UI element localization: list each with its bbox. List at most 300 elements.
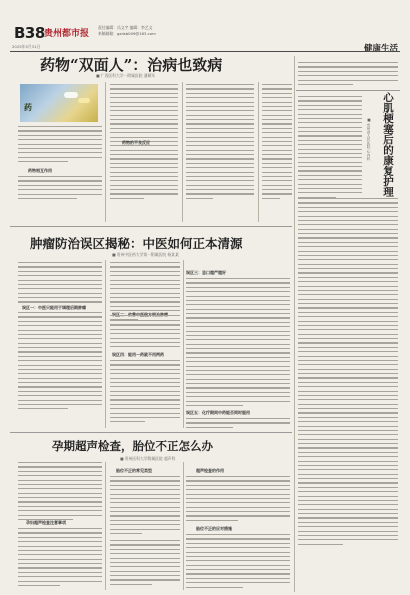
text-line [110, 579, 180, 580]
text-line [186, 123, 254, 124]
middle-subhead-5: 误区五：化疗期间中药能否同时服用 [186, 410, 250, 415]
text-line [186, 396, 290, 397]
text-line [262, 115, 292, 116]
text-line [186, 361, 290, 362]
pill-shape [64, 92, 78, 98]
text-line [186, 405, 243, 406]
bottom-column-3b [186, 534, 290, 591]
text-line [186, 387, 290, 388]
text-line [298, 325, 398, 326]
text-line [110, 329, 180, 330]
text-line [298, 118, 362, 119]
text-line [186, 582, 290, 583]
text-line [110, 553, 180, 554]
text-line [298, 105, 362, 106]
text-line [186, 137, 254, 138]
text-line [298, 294, 398, 295]
text-line [18, 567, 102, 568]
text-line [298, 474, 398, 475]
text-line [186, 132, 254, 133]
text-line [110, 293, 180, 294]
text-line [298, 443, 398, 444]
text-line [262, 163, 292, 164]
text-line [18, 351, 102, 352]
text-line [18, 554, 102, 555]
text-line [18, 135, 102, 136]
text-line [186, 189, 254, 190]
text-line [110, 310, 180, 311]
text-line [262, 84, 292, 85]
text-line [18, 408, 68, 409]
text-line [186, 110, 254, 111]
text-line [18, 126, 102, 127]
bottom-article-headline: 孕期超声检查，胎位不正怎么办 [52, 439, 213, 453]
text-line [110, 97, 178, 98]
text-line [186, 538, 290, 539]
middle-column-1b [18, 312, 102, 413]
text-line [186, 480, 290, 481]
bottom-subhead-2: 超声检查的作用 [196, 468, 224, 473]
text-line [18, 391, 102, 392]
middle-column-2b [110, 320, 180, 351]
medicine-photo [20, 84, 98, 122]
text-line [110, 489, 180, 490]
text-line [186, 560, 290, 561]
text-line [186, 392, 290, 393]
text-line [18, 532, 102, 533]
text-line [186, 370, 290, 371]
text-line [186, 176, 254, 177]
text-line [18, 321, 102, 322]
text-line [298, 122, 362, 123]
text-line [186, 357, 290, 358]
text-line [298, 531, 398, 532]
text-line [110, 413, 180, 414]
text-line [186, 485, 290, 486]
text-line [18, 284, 102, 285]
middle-column-2 [110, 262, 180, 323]
text-line [298, 456, 398, 457]
text-line [262, 180, 292, 181]
text-line [298, 535, 398, 536]
text-line [298, 522, 398, 523]
text-line [18, 546, 102, 547]
text-line [262, 193, 292, 194]
text-line [298, 321, 398, 322]
text-line [18, 386, 102, 387]
text-line [298, 229, 398, 230]
text-line [186, 97, 254, 98]
text-line [18, 462, 102, 463]
text-line [110, 529, 180, 530]
text-line [262, 198, 280, 199]
text-line [298, 299, 398, 300]
text-line [186, 150, 254, 151]
bottom-left-column-2 [18, 528, 102, 589]
text-line [110, 185, 178, 186]
text-line [110, 158, 178, 159]
text-line [186, 198, 213, 199]
text-line [18, 563, 102, 564]
text-line [110, 284, 180, 285]
text-line [298, 382, 398, 383]
text-line [110, 533, 142, 534]
text-line [298, 207, 398, 208]
text-line [110, 404, 180, 405]
top-left-column-2 [18, 176, 102, 202]
text-line [186, 296, 290, 297]
sidebar-column-1 [298, 96, 362, 201]
text-line [110, 498, 180, 499]
text-line [298, 351, 398, 352]
text-line [298, 184, 362, 185]
text-line [186, 422, 290, 423]
text-line [110, 476, 180, 477]
text-line [298, 246, 398, 247]
text-line [110, 421, 145, 422]
text-line [110, 132, 178, 133]
issue-date: 2025年5月31日 [12, 44, 41, 49]
text-line [18, 139, 102, 140]
text-line [298, 491, 398, 492]
text-line [298, 202, 398, 203]
text-line [110, 88, 178, 89]
text-line [186, 569, 290, 570]
text-line [110, 119, 178, 120]
text-line [110, 180, 178, 181]
text-line [110, 364, 180, 365]
text-line [186, 84, 254, 85]
text-line [186, 520, 238, 521]
text-line [18, 198, 77, 199]
text-line [262, 93, 292, 94]
top-subhead-1: 药物的不良反应 [122, 140, 150, 145]
text-line [18, 157, 102, 158]
text-line [186, 185, 254, 186]
text-line [186, 167, 254, 168]
middle-column-1 [18, 262, 102, 306]
text-line [18, 537, 102, 538]
text-line [298, 386, 398, 387]
bottom-left-column [18, 462, 102, 523]
text-line [186, 556, 290, 557]
text-line [298, 500, 398, 501]
text-line [298, 373, 398, 374]
text-line [262, 137, 292, 138]
text-line [298, 482, 398, 483]
text-line [110, 102, 178, 103]
text-line [110, 189, 178, 190]
sidebar-column-2 [298, 198, 398, 548]
text-line [186, 489, 290, 490]
text-line [186, 587, 243, 588]
text-line [18, 497, 102, 498]
text-line [298, 504, 398, 505]
text-line [298, 329, 398, 330]
middle-column-3b [186, 418, 290, 431]
text-line [186, 287, 290, 288]
text-line [298, 75, 398, 76]
text-line [18, 480, 102, 481]
text-line [262, 167, 292, 168]
text-line [18, 373, 102, 374]
text-line [186, 578, 290, 579]
text-line [298, 439, 398, 440]
text-line [186, 141, 254, 142]
text-line [110, 288, 180, 289]
text-line [110, 511, 180, 512]
text-line [186, 313, 290, 314]
text-line [186, 322, 290, 323]
text-line [186, 565, 290, 566]
middle-subhead-3: 误区三：忌口越严越好 [186, 270, 226, 275]
text-line [298, 513, 398, 514]
text-line [18, 189, 102, 190]
text-line [186, 379, 290, 380]
text-line [18, 382, 102, 383]
text-line [298, 268, 398, 269]
text-line [18, 528, 102, 529]
text-line [298, 391, 398, 392]
text-line [18, 356, 102, 357]
text-line [186, 331, 290, 332]
text-line [110, 399, 180, 400]
text-line [186, 88, 254, 89]
text-line [18, 176, 102, 177]
text-line [186, 180, 254, 181]
text-line [298, 188, 362, 189]
text-line [110, 507, 180, 508]
text-line [262, 97, 292, 98]
page-number: B38 [14, 24, 45, 42]
masthead [10, 22, 402, 44]
text-line [18, 297, 102, 298]
text-line [186, 158, 254, 159]
text-line [186, 383, 290, 384]
text-line [110, 395, 180, 396]
text-line [110, 346, 180, 347]
text-line [110, 150, 178, 151]
text-line [186, 552, 290, 553]
text-line [18, 541, 102, 542]
text-line [18, 369, 102, 370]
text-line [298, 114, 362, 115]
text-line [186, 172, 254, 173]
bottom-column-3 [186, 476, 290, 524]
text-line [298, 179, 362, 180]
text-line [298, 434, 398, 435]
text-line [298, 526, 398, 527]
text-line [110, 360, 180, 361]
text-line [298, 487, 398, 488]
text-line [298, 286, 398, 287]
text-line [110, 306, 180, 307]
text-line [262, 141, 292, 142]
pill-shape [78, 98, 90, 103]
text-line [110, 558, 180, 559]
text-line [262, 150, 292, 151]
text-line [298, 347, 398, 348]
text-line [110, 315, 180, 316]
text-line [110, 128, 178, 129]
text-line [186, 93, 254, 94]
left-subhead-1: 药物相互作用 [28, 168, 52, 173]
photo-word: 药 [24, 103, 32, 112]
text-line [110, 373, 180, 374]
text-line [298, 135, 362, 136]
text-line [186, 163, 254, 164]
text-line [110, 320, 180, 321]
text-line [110, 84, 178, 85]
text-line [18, 312, 102, 313]
text-line [18, 194, 102, 195]
text-line [298, 220, 398, 221]
text-line [262, 128, 292, 129]
text-line [298, 478, 398, 479]
text-line [298, 96, 362, 97]
text-line [186, 511, 290, 512]
text-line [186, 366, 290, 367]
text-line [186, 304, 290, 305]
text-line [262, 88, 292, 89]
text-line [186, 119, 254, 120]
text-line [298, 127, 362, 128]
text-line [110, 480, 180, 481]
text-line [186, 502, 290, 503]
text-line [18, 148, 102, 149]
text-line [298, 237, 398, 238]
text-line [18, 581, 102, 582]
text-line [186, 145, 254, 146]
text-line [298, 153, 362, 154]
text-line [298, 211, 398, 212]
text-line [298, 469, 398, 470]
sidebar-intro [298, 62, 398, 88]
text-line [186, 106, 254, 107]
middle-column-2c [110, 360, 180, 426]
text-line [18, 185, 102, 186]
text-line [110, 167, 178, 168]
text-line [298, 170, 362, 171]
text-line [262, 185, 292, 186]
text-line [186, 498, 290, 499]
text-line [262, 145, 292, 146]
text-line [18, 550, 102, 551]
text-line [186, 534, 290, 535]
text-line [18, 347, 102, 348]
text-line [298, 80, 398, 81]
top-left-column [18, 126, 102, 165]
text-line [18, 510, 102, 511]
text-line [298, 334, 398, 335]
text-line [262, 172, 292, 173]
text-line [298, 303, 398, 304]
text-line [110, 549, 180, 550]
middle-column-3 [186, 278, 290, 409]
text-line [298, 316, 398, 317]
text-line [298, 426, 398, 427]
text-line [18, 275, 102, 276]
text-line [18, 475, 102, 476]
text-line [18, 365, 102, 366]
text-line [298, 395, 398, 396]
text-line [298, 109, 362, 110]
text-line [186, 115, 254, 116]
paper-logo: 贵州都市报 [44, 29, 90, 39]
text-line [186, 317, 290, 318]
text-line [18, 144, 102, 145]
text-line [298, 377, 398, 378]
text-line [18, 378, 102, 379]
text-line [18, 152, 102, 153]
text-line [186, 515, 290, 516]
email-line: 来稿邮箱：gzdsb009@163.com [98, 31, 156, 36]
text-line [298, 242, 398, 243]
text-line [110, 193, 178, 194]
text-line [18, 161, 68, 162]
text-line [298, 544, 343, 545]
text-line [18, 471, 102, 472]
text-line [262, 154, 292, 155]
text-line [298, 192, 362, 193]
text-line [186, 291, 290, 292]
text-line [18, 506, 102, 507]
text-line [110, 494, 180, 495]
text-line [298, 259, 398, 260]
text-line [298, 198, 398, 199]
text-line [186, 278, 290, 279]
text-line [298, 149, 362, 150]
text-line [298, 233, 398, 234]
text-line [298, 364, 398, 365]
bottom-column-2b [110, 540, 180, 588]
text-line [298, 66, 398, 67]
text-line [18, 288, 102, 289]
header-rule [10, 51, 400, 52]
text-line [298, 216, 398, 217]
bottom-article-byline: ■ 贵州医科大学附属医院 超声科 [120, 456, 176, 461]
text-line [298, 84, 353, 85]
text-line [18, 559, 102, 560]
text-line [18, 334, 102, 335]
text-line [186, 418, 290, 419]
text-line [298, 71, 398, 72]
text-line [110, 198, 144, 199]
text-line [18, 400, 102, 401]
text-line [186, 401, 290, 402]
text-line [262, 110, 292, 111]
text-line [298, 281, 398, 282]
text-line [110, 163, 178, 164]
text-line [18, 330, 102, 331]
text-line [18, 493, 102, 494]
text-line [110, 391, 180, 392]
text-line [18, 180, 102, 181]
middle-subhead-4: 误区四：能用一药就不用两药 [112, 352, 164, 357]
text-line [298, 224, 398, 225]
text-line [110, 378, 180, 379]
text-line [110, 262, 180, 263]
text-line [262, 189, 292, 190]
top-article-byline: ■ 广西医科大学一附属医院 潘颖军 [96, 73, 156, 78]
text-line [186, 543, 290, 544]
text-line [110, 417, 180, 418]
text-line [18, 266, 102, 267]
text-line [262, 158, 292, 159]
text-line [18, 316, 102, 317]
text-line [298, 452, 398, 453]
text-line [110, 297, 180, 298]
